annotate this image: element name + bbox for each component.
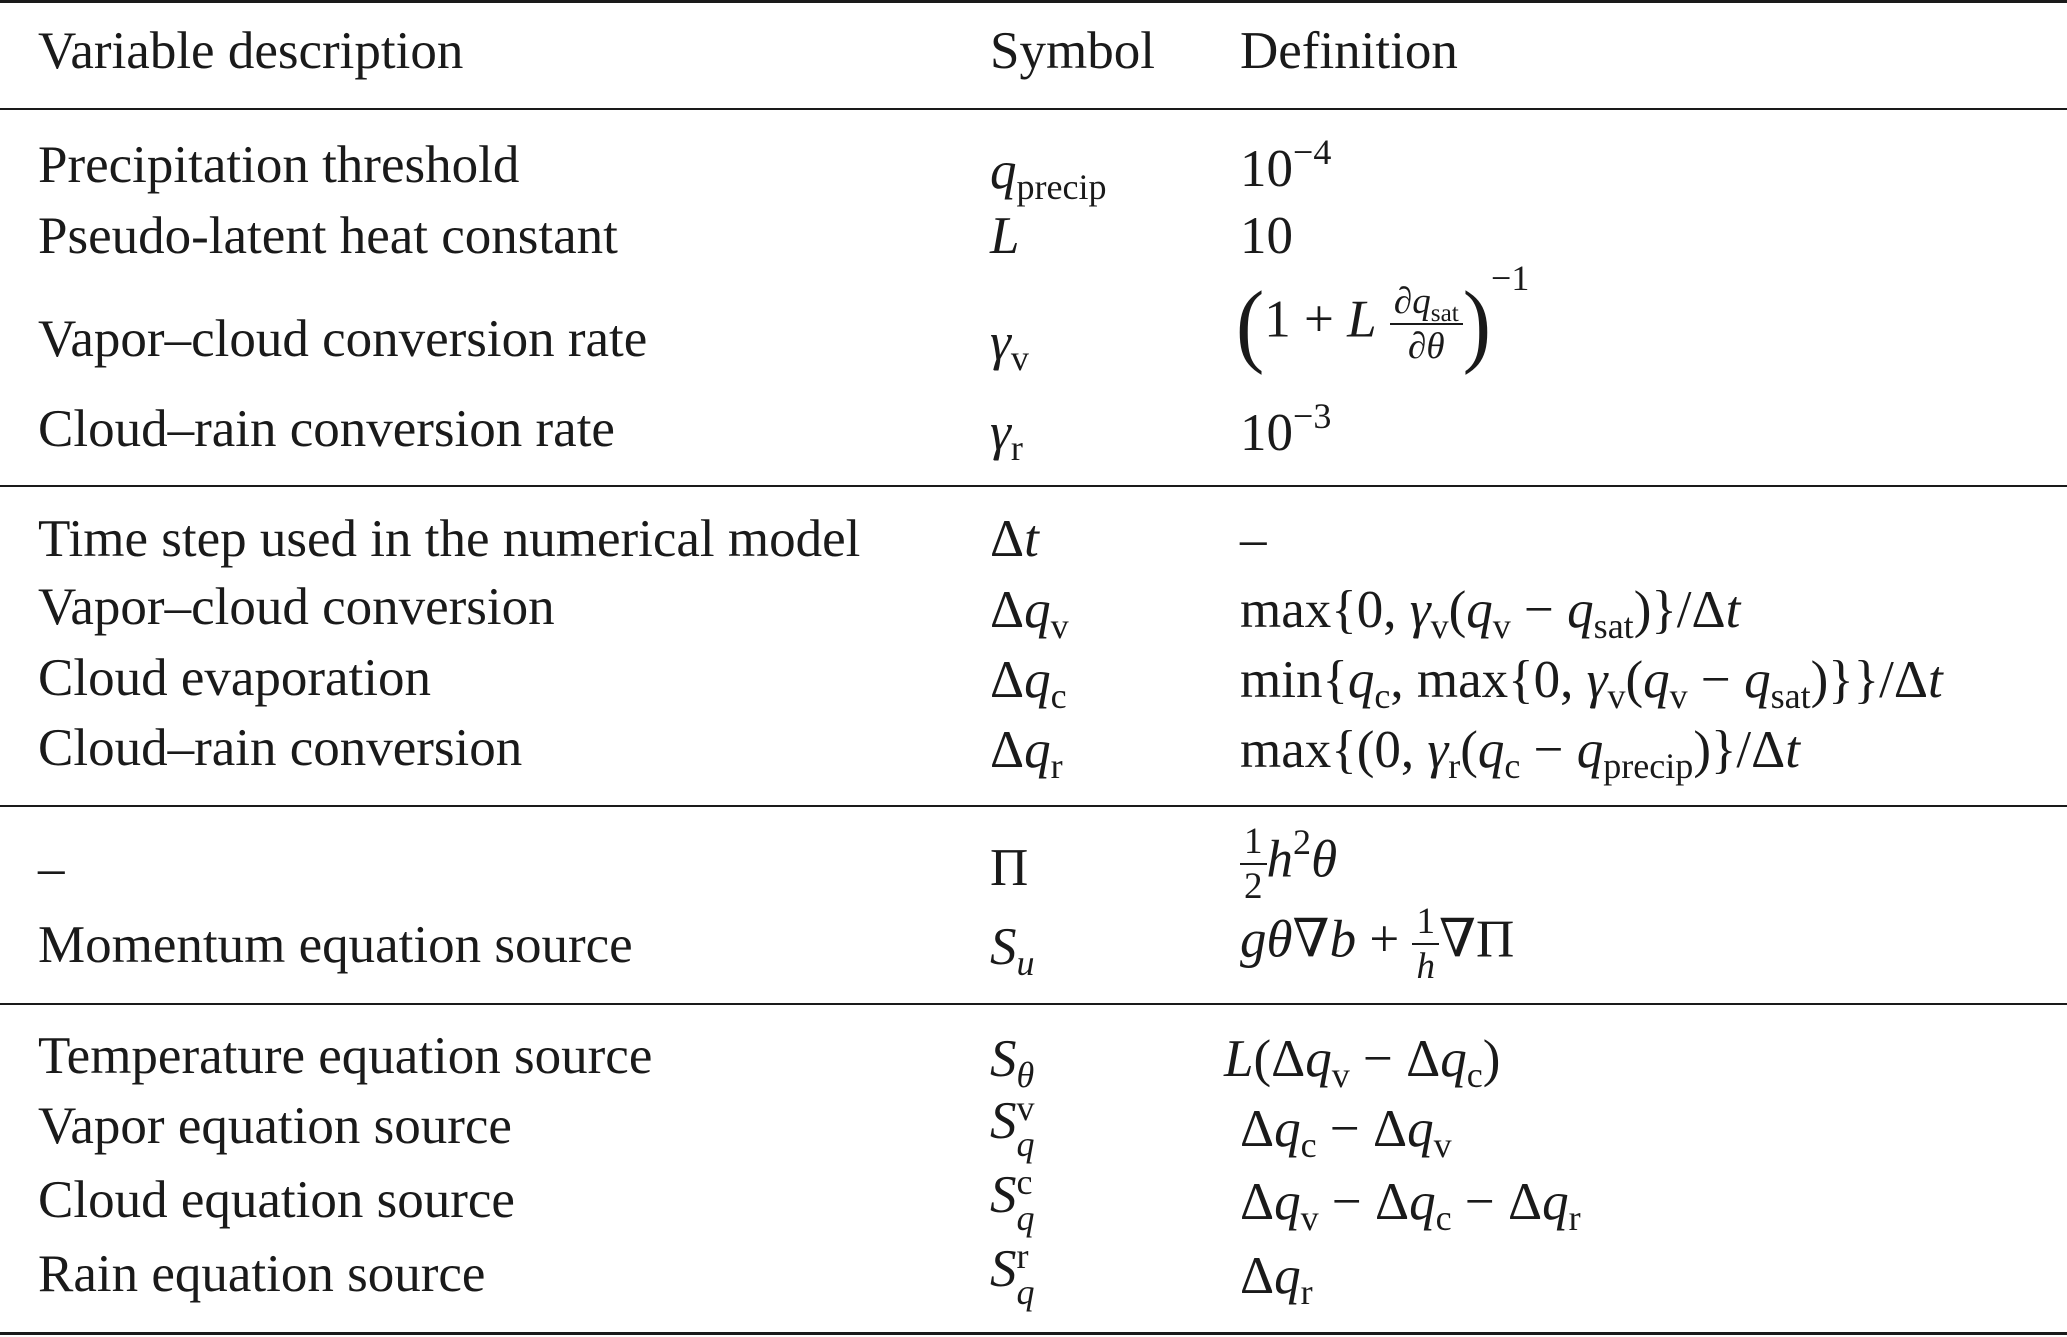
header-definition: Definition [1240,22,1458,80]
def-exponent: −4 [1293,131,1332,172]
row-symbol: S c q [990,1162,1035,1239]
row-symbol: $q_{precip}$ [990,142,1107,207]
row-description: Rain equation source [38,1245,486,1303]
row-definition: $\Delta q_v - \Delta q_c - \Delta q_r$ [1240,1173,1581,1238]
header-description: Variable description [38,22,464,80]
row-definition: 10 [1240,207,1293,265]
row-description: Momentum equation source [38,916,633,974]
header-symbol: Symbol [990,22,1155,80]
row-symbol: $S_u$ [990,918,1035,983]
row-description: – [38,839,65,897]
row-definition: gθ∇b + $\frac{1}{h}$ ∇Π [1240,901,1515,988]
section-rule-1 [0,485,2067,487]
row-description: Vapor equation source [38,1097,512,1155]
row-symbol: S r q [990,1236,1035,1313]
row-symbol: $\Delta q_c$ [990,651,1067,716]
row-definition: $\frac{1}{2}$ $h^2\theta$ [1240,823,1337,905]
row-description: Time step used in the numerical model [38,510,861,568]
section-rule-3 [0,1003,2067,1005]
row-definition [1240,131,1332,198]
row-definition: $\min\{q_c$, max{0, $\gamma_v(q_v - q_{sat})\}\}/\Delta t$ [1240,651,1943,716]
header-rule [0,108,2067,110]
row-description: Temperature equation source [38,1027,653,1085]
def-exponent: −1 [1491,257,1530,298]
row-symbol: $\gamma_r$ [990,403,1023,468]
row-description: Cloud equation source [38,1171,515,1229]
row-description: Precipitation threshold [38,136,520,194]
row-description: Cloud–rain conversion [38,719,523,777]
row-definition: – [1240,510,1267,568]
fraction: $\frac{1}{h}$ [1412,903,1439,985]
def-base: 10 [1240,140,1293,198]
row-definition: (1 + L $\frac{\partial q_{sat}}{\partial\theta}$ )$^{-1}$ [1236,257,1530,376]
def-exponent: −3 [1293,395,1332,436]
row-symbol: Δt [990,510,1039,568]
row-symbol: $\gamma_v$ [990,313,1029,378]
row-definition: $\Delta q_r$ [1240,1247,1313,1312]
section-rule-2 [0,805,2067,807]
top-rule [0,0,2067,3]
bottom-rule [0,1332,2067,1335]
row-description: Cloud–rain conversion rate [38,400,615,458]
row-symbol: $\Delta q_v$ [990,581,1069,646]
row-description: Pseudo-latent heat constant [38,207,618,265]
row-definition [1240,395,1332,462]
row-definition: max{(0, $\gamma_r(q_c - q_{precip})\}/\Delta t$ [1240,721,1800,786]
row-definition: $\Delta q_c - \Delta q_v$ [1240,1100,1452,1165]
row-symbol: L [990,207,1020,265]
row-definition: max{0, $\gamma_v(q_v - q_{sat})\}/\Delta t$ [1240,581,1741,646]
row-description: Vapor–cloud conversion rate [38,310,648,368]
row-description: Cloud evaporation [38,649,431,707]
def-base: 10 [1240,404,1293,462]
fraction: $\frac{1}{2}$ [1240,823,1267,905]
row-definition: $L(\Delta q_v - \Delta q_c)$ [1224,1030,1501,1095]
row-symbol: S v q [990,1088,1035,1165]
row-symbol: $S_\theta$ [990,1030,1035,1095]
row-symbol: $\Delta q_r$ [990,721,1063,786]
row-description: Vapor–cloud conversion [38,578,555,636]
row-symbol: Π [990,839,1029,897]
fraction: $\frac{\partial q_{sat}}{\partial\theta}$ [1390,283,1463,365]
